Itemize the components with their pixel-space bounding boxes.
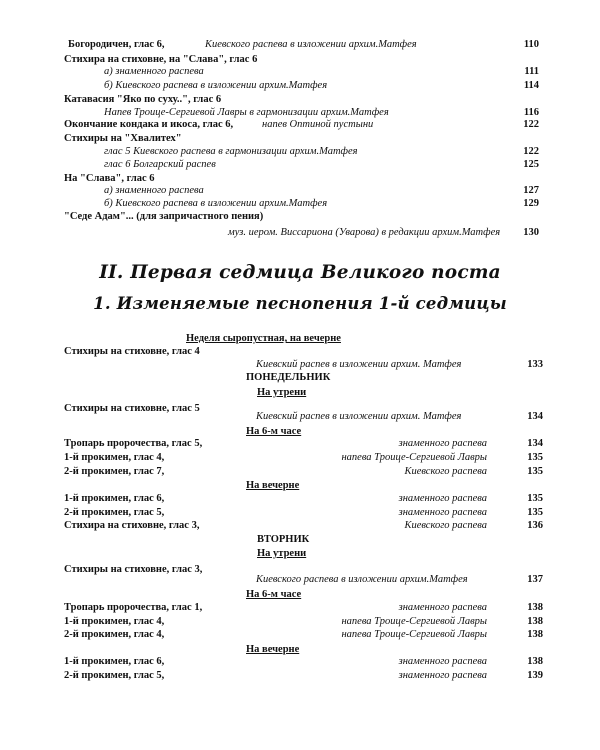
entry-page: 135 xyxy=(527,507,543,518)
service-heading-sixth-hour: На 6-м часе xyxy=(246,426,302,437)
entry-page: 122 xyxy=(523,146,539,157)
toc-entry xyxy=(0,492,600,506)
toc-entry xyxy=(0,197,600,211)
toc-entry xyxy=(0,184,600,198)
entry-page: 135 xyxy=(527,493,543,504)
entry-page: 138 xyxy=(527,629,543,640)
entry-title: На "Слава", глас 6 xyxy=(64,173,155,184)
toc-entry xyxy=(0,158,600,172)
entry-detail: напев Оптиной пустыни xyxy=(262,119,374,130)
subsection-heading: 1. Изменяемые песнопения 1-й седмицы xyxy=(93,294,507,313)
entry-detail: Киевский распев в изложении архим. Матфея xyxy=(256,411,462,422)
toc-entry xyxy=(0,410,600,424)
entry-detail: Напев Троице-Сергиевой Лавры в гармонизации архим.Матфея xyxy=(104,107,389,118)
entry-detail: Киевского распева xyxy=(404,520,487,531)
entry-title: "Седе Адам"... (для запричастного пения) xyxy=(64,211,264,222)
toc-entry xyxy=(0,79,600,93)
service-heading-sixth-hour: На 6-м часе xyxy=(246,589,302,600)
toc-entry xyxy=(0,451,600,465)
entry-title: 2-й прокимен, глас 7, xyxy=(64,466,165,477)
entry-detail: Киевского распева xyxy=(404,466,487,477)
toc-entry xyxy=(0,506,600,520)
entry-title: Стихиры на стиховне, глас 3, xyxy=(64,564,203,575)
toc-entry xyxy=(0,132,600,146)
toc-entry xyxy=(0,345,600,359)
entry-detail: знаменного распева xyxy=(398,507,487,518)
entry-page: 110 xyxy=(523,39,539,50)
service-heading-matins: На утрени xyxy=(257,387,307,398)
entry-page: 114 xyxy=(523,80,539,91)
entry-title: Стихиры на стиховне, глас 4 xyxy=(64,346,200,357)
toc-entry xyxy=(0,118,600,132)
entry-detail: глас 6 Болгарский распев xyxy=(104,159,216,170)
entry-page: 111 xyxy=(524,66,539,77)
day-heading-tuesday: ВТОРНИК xyxy=(257,534,310,545)
toc-entry xyxy=(0,38,600,52)
toc-entry xyxy=(0,669,600,683)
entry-page: 133 xyxy=(527,359,543,370)
entry-title: Стихиры на "Хвалитех" xyxy=(64,133,182,144)
toc-entry xyxy=(0,437,600,451)
toc-entry xyxy=(0,145,600,159)
entry-detail: напева Троице-Сергиевой Лавры xyxy=(341,452,487,463)
entry-detail: Киевский распев в изложении архим. Матфея xyxy=(256,359,462,370)
entry-page: 130 xyxy=(523,227,539,238)
toc-entry xyxy=(0,628,600,642)
toc-entry xyxy=(0,655,600,669)
entry-title: Стихира на стиховне, глас 3, xyxy=(64,520,200,531)
entry-page: 122 xyxy=(523,119,539,130)
entry-page: 134 xyxy=(527,411,543,422)
entry-detail: Киевского распева в изложении архим.Матфея xyxy=(205,39,417,50)
toc-entry xyxy=(0,519,600,533)
entry-title: 2-й прокимен, глас 4, xyxy=(64,629,165,640)
entry-detail: а) знаменного распева xyxy=(104,66,204,77)
entry-title: Стихира на стиховне, на "Слава", глас 6 xyxy=(64,54,258,65)
entry-detail: глас 5 Киевского распева в гармонизации архим.Матфея xyxy=(104,146,358,157)
entry-page: 134 xyxy=(527,438,543,449)
entry-detail: знаменного распева xyxy=(398,438,487,449)
entry-page: 139 xyxy=(527,670,543,681)
entry-page: 138 xyxy=(527,656,543,667)
entry-page: 135 xyxy=(527,452,543,463)
entry-detail: б) Киевского распева в изложении архим.Матфея xyxy=(104,80,328,91)
entry-title: Богородичен, глас 6, xyxy=(68,39,165,50)
toc-entry xyxy=(0,358,600,372)
entry-page: 127 xyxy=(523,185,539,196)
entry-page: 116 xyxy=(523,107,539,118)
entry-title: Тропарь пророчества, глас 5, xyxy=(64,438,203,449)
toc-entry xyxy=(0,210,600,224)
toc-entry xyxy=(0,601,600,615)
service-heading-vespers: На вечерне xyxy=(246,644,300,655)
entry-title: 2-й прокимен, глас 5, xyxy=(64,507,165,518)
entry-title: 1-й прокимен, глас 4, xyxy=(64,616,165,627)
entry-detail: а) знаменного распева xyxy=(104,185,204,196)
entry-detail: знаменного распева xyxy=(398,656,487,667)
entry-page: 138 xyxy=(527,602,543,613)
sunday-vespers-heading: Неделя сыропустная, на вечерне xyxy=(186,333,341,344)
entry-detail: знаменного распева xyxy=(398,602,487,613)
entry-title: 1-й прокимен, глас 4, xyxy=(64,452,165,463)
entry-detail: напева Троице-Сергиевой Лавры xyxy=(341,616,487,627)
toc-entry xyxy=(0,573,600,587)
entry-title: 2-й прокимен, глас 5, xyxy=(64,670,165,681)
entry-page: 125 xyxy=(523,159,539,170)
entry-page: 129 xyxy=(523,198,539,209)
entry-title: Катавасия "Яко по суху..", глас 6 xyxy=(64,94,222,105)
entry-title: Стихиры на стиховне, глас 5 xyxy=(64,403,200,414)
entry-page: 135 xyxy=(527,466,543,477)
entry-title: 1-й прокимен, глас 6, xyxy=(64,493,165,504)
toc-entry xyxy=(0,226,600,240)
entry-page: 137 xyxy=(527,574,543,585)
day-heading-monday: ПОНЕДЕЛЬНИК xyxy=(246,372,331,383)
entry-title: 1-й прокимен, глас 6, xyxy=(64,656,165,667)
toc-entry xyxy=(0,93,600,107)
service-heading-matins: На утрени xyxy=(257,548,307,559)
entry-detail: знаменного распева xyxy=(398,670,487,681)
service-heading-vespers: На вечерне xyxy=(246,480,300,491)
section-heading: II. Первая седмица Великого поста xyxy=(99,262,501,283)
toc-entry xyxy=(0,65,600,79)
entry-page: 136 xyxy=(527,520,543,531)
entry-detail: Киевского распева в изложении архим.Матфея xyxy=(256,574,468,585)
entry-page: 138 xyxy=(527,616,543,627)
entry-detail: муз. иером. Виссариона (Уварова) в редакции архим.Матфея xyxy=(228,227,501,238)
entry-title: Окончание кондака и икоса, глас 6, xyxy=(64,119,234,130)
entry-detail: напева Троице-Сергиевой Лавры xyxy=(341,629,487,640)
toc-entry xyxy=(0,615,600,629)
entry-detail: знаменного распева xyxy=(398,493,487,504)
entry-detail: б) Киевского распева в изложении архим.Матфея xyxy=(104,198,328,209)
toc-entry xyxy=(0,465,600,479)
entry-title: Тропарь пророчества, глас 1, xyxy=(64,602,203,613)
